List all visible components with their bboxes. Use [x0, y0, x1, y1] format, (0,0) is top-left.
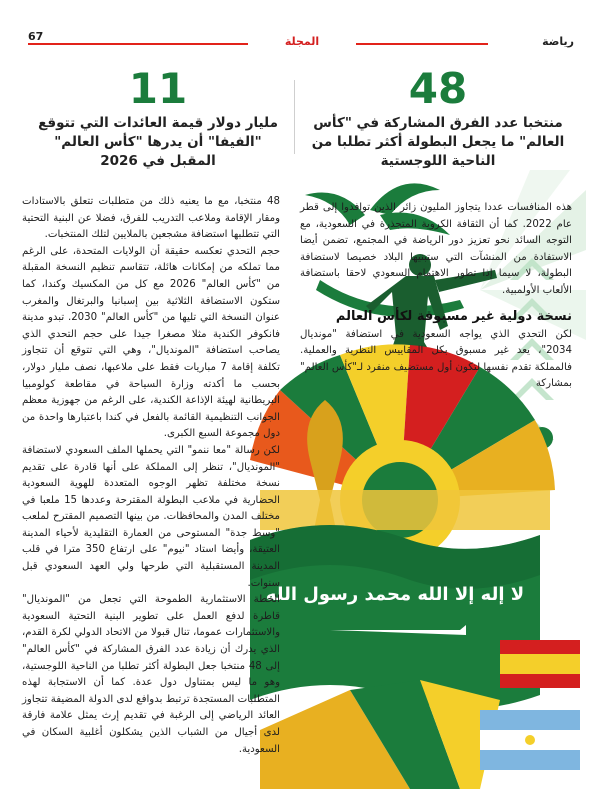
stat-teams [300, 66, 576, 171]
paragraph: لكن رسالة "معا ننمو" التي يحملها الملف السعودي لاستضافة "المونديال"، تنظر إلى المملكة على أنها قادرة على تقديم نسخة مختلفة تظهر الوجوه المتعددة للهوية السعودية الحضارية في ملاعب البطولة المقترحة وعددها 15 ملعبا في مختلف المدن والمحافظات. من بينها التصميم المقترح لملعب "وسط جدة" المستوحى من العمارة التقليدية لأحياء المدينة العتيقة، وأيضا استاد "نيوم" على ارتفاع 350 مترا في قلب المدينة المستقبلية التي طرحها ولي العهد السعودي قبل سنوات. [22, 444, 280, 589]
magazine-name: المجلة [284, 35, 320, 48]
stat-teams-number: 48 [408, 64, 468, 113]
header-rule-right [356, 43, 488, 45]
paragraph: هذه المنافسات عددا يتجاوز المليون زائر الذين توافدوا إلى قطر عام 2022. كما أن الثقافة الكروية المتجذرة في السعودية، مع التوجه السائد نحو تعزيز دور الرياضة في المجتمع، تضمن أيضا الاستفادة من المنشآت التي ستبنيها البلاد خصيصا لاستضافة البطولة، لا سيما إذا تطور الاهتمام السعودي لاحقا باستضافة الألعاب الأولمبية. [300, 202, 572, 296]
pitch-stripes [260, 680, 500, 789]
stat-revenue [30, 66, 286, 171]
paragraph: حجم التحدي تعكسه حقيقة أن الولايات المتحدة، على الرغم مما تملكه من إمكانات هائلة، تتقاسم تنظيم النسخة المقبلة من "كأس العالم" 2026 مع كل من المكسيك وكندا، كما ستكون الاستضافة الثلاثية بين إسبانيا والبرتغال والمغرب عنوان النسخة التي تليها من "كأس العالم" 2030. تبدو مدينة فانكوفر الكندية مثلا مصغرا جيدا على حجم التحدي الذي يصاحب استضافة "المونديال"، وهي التي تتوقع أن تتجاوز تكلفة إقامة 7 مباريات فقط على ملاعبها، نصف مليار دولار، بحسب ما أكدته وزارة السياحة في مقاطعة كولومبيا البريطانية لهيئة الإذاعة الكندية، على الرغم من جهوزية معظم الجوانب التنظيمية القائمة بالفعل في كندا باعتبارها واحدة من دول مجموعة السبع الكبرى. [22, 245, 281, 440]
stat-teams-text: منتخبا عدد الفرق المشاركة في "كأس العالم" ما يجعل البطولة أكثر تطلبا من الناحية اللوجستية [311, 115, 565, 169]
stat-revenue-text: مليار دولار قيمة العائدات التي تتوقع "الفيفا" أن يدرها "كأس العالم" المقبل في 2026 [38, 115, 278, 169]
stat-revenue-number: 11 [128, 64, 188, 113]
crowd-band [260, 490, 550, 530]
stat-divider [294, 80, 295, 154]
subheading: نسخة دولية غير مسبوقة لكأس العالم [335, 308, 572, 324]
section-name: رياضة [542, 35, 574, 48]
argentina-flag-icon [480, 710, 580, 770]
article-column-left [22, 194, 280, 758]
page-header [0, 0, 600, 56]
header-rule-left [28, 43, 248, 45]
saudi-flag-icon [250, 525, 540, 709]
paragraph: 48 منتخبا، مع ما يعنيه ذلك من متطلبات تتعلق بالاستادات ومقار الإقامة وملاعب التدريب للفرق، فضلا عن البنية التحتية التي تتطلبها استضافة مشجعين بالملايين لتلك المنتخبات. [22, 196, 280, 241]
paragraph: لكن التحدي الذي يواجه السعودية في استضافة "مونديال 2034"، يعد غير مسبوق بكل المقاييس النظرية والعملية. فالمملكة تقدم نفسها لتكون أول مستضيف منفرد لـ"كأس العالم" بمشاركة [300, 328, 572, 390]
spain-flag-icon [500, 640, 580, 688]
page-number: 67 [28, 30, 44, 43]
article-column-right [300, 200, 572, 393]
flag-shahada-text: لا إله إلا الله محمد رسول الله [265, 584, 525, 605]
paragraph: الخطة الاستثمارية الطموحة التي تجعل من "المونديال" قاطرة لدفع العمل على تطوير البنية التحتية السعودية والاستثمارات عموما، تنال قبولا من الاتحاد الدولي لكرة القدم، الذي يدرك أن زيادة عدد الفرق المشاركة في "كأس العالم" إلى 48 منتخبا جعل البطولة أكثر تطلبا من الناحية اللوجستية، وهو ما ليس بمتناول دول عدة. كما أن الاستجابة لهذه المتطلبات المستجدة ترتبط بدوافع لدى الدولة المضيفة تتجاوز العائد الرياضي إلى الرغبة في تقديم إرث يمثل علامة فارقة لدى أجيال من الشباب الذين يشكلون أغلبية السكان في السعودية. [22, 594, 280, 755]
